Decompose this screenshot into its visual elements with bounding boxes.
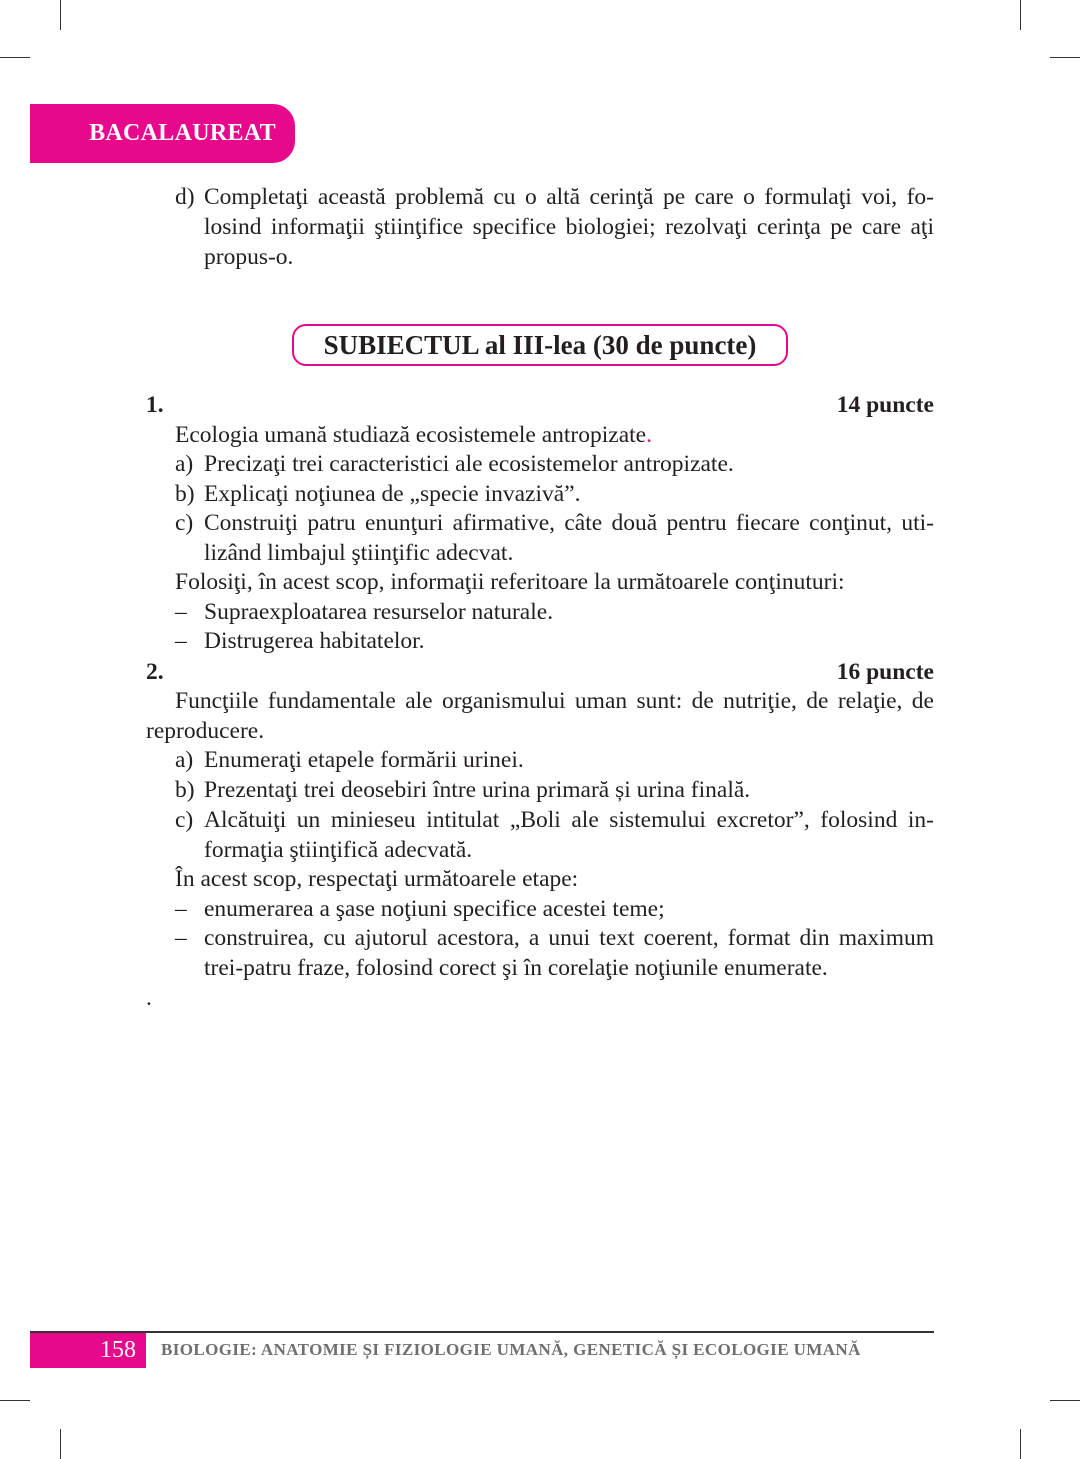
question-number: 2.	[146, 659, 164, 685]
crop-mark	[1050, 1400, 1080, 1401]
question-intro-continued: reproducere.	[146, 718, 265, 744]
item-text-continued: propus-o.	[204, 244, 294, 270]
item-text: Completaţi această problemă cu o altă cerinţă pe care o formulaţi voi, fo-	[204, 184, 934, 210]
crop-mark	[1020, 1429, 1021, 1459]
list-item-c	[175, 508, 934, 538]
question-points: 14 puncte	[836, 392, 934, 418]
crop-mark	[60, 1429, 61, 1459]
instructions: În acest scop, respectaţi următoarele etape:	[175, 866, 579, 892]
footer-divider	[30, 1331, 934, 1333]
dash-bullet: –	[175, 599, 187, 625]
item-text-continued: formaţia ştiinţifică adecvată.	[204, 837, 473, 863]
bullet-item	[175, 894, 934, 924]
item-label: a)	[175, 747, 194, 773]
list-item-b	[175, 775, 934, 805]
item-label: b)	[175, 481, 195, 507]
crop-mark	[60, 0, 61, 30]
item-text: Enumeraţi etapele formării urinei.	[204, 747, 524, 773]
trailing-dot: .	[146, 985, 152, 1011]
footer-book-title: BIOLOGIE: ANATOMIE ȘI FIZIOLOGIE UMANĂ, GENETICĂ ȘI ECOLOGIE UMANĂ	[161, 1340, 861, 1359]
item-text-continued: lizând limbajul ştiinţific adecvat.	[204, 540, 514, 566]
crop-mark	[0, 57, 30, 58]
item-label: d)	[175, 184, 195, 210]
list-item-c	[175, 805, 934, 835]
page-number: 158	[30, 1333, 146, 1368]
bullet-item	[175, 626, 934, 656]
item-label: b)	[175, 777, 195, 803]
dash-bullet: –	[175, 925, 187, 951]
bullet-text: Supraexploatarea resurselor naturale.	[204, 599, 554, 625]
list-item-b	[175, 479, 934, 509]
instructions: Folosiţi, în acest scop, informaţii referitoare la următoarele conţinuturi:	[175, 569, 845, 595]
item-text-continued: losind informaţii ştiinţifice specifice biologiei; rezolvaţi cerinţa pe care aţi	[204, 214, 934, 240]
intro-text: Ecologia umană studiază ecosistemele antropizate	[175, 422, 647, 448]
list-item-a	[175, 449, 934, 479]
question-number: 1.	[146, 392, 164, 418]
item-text: Prezentaţi trei deosebiri între urina primară și urina finală.	[204, 777, 751, 803]
item-label: c)	[175, 807, 194, 833]
bullet-item	[175, 923, 934, 953]
intro-period: .	[646, 422, 652, 448]
bullet-item	[175, 597, 934, 627]
item-text: Explicaţi noţiunea de „specie invazivă”.	[204, 481, 581, 507]
question-intro	[175, 420, 652, 450]
bullet-text-continued: trei-patru fraze, folosind corect şi în corelaţie noţiunile enumerate.	[204, 955, 828, 981]
question-points: 16 puncte	[836, 659, 934, 685]
crop-mark	[1050, 57, 1080, 58]
section-badge: BACALAUREAT	[30, 104, 295, 163]
dash-bullet: –	[175, 628, 187, 654]
item-text: Precizaţi trei caracteristici ale ecosistemelor antropizate.	[204, 451, 734, 477]
item-label: a)	[175, 451, 194, 477]
bullet-text: enumerarea a şase noţiuni specifice acestei teme;	[204, 896, 665, 922]
crop-mark	[1020, 0, 1021, 30]
dash-bullet: –	[175, 896, 187, 922]
question-intro: Funcţiile fundamentale ale organismului uman sunt: de nutriţie, de relaţie, de	[175, 688, 934, 714]
list-item-a	[175, 745, 934, 775]
item-text: Construiţi patru enunţuri afirmative, câte două pentru fiecare conţinut, uti-	[204, 510, 934, 536]
bullet-text: Distrugerea habitatelor.	[204, 628, 425, 654]
crop-mark	[0, 1400, 30, 1401]
list-item-d	[175, 182, 934, 212]
item-text: Alcătuiţi un minieseu intitulat „Boli ale sistemului excretor”, folosind in-	[204, 807, 934, 833]
item-label: c)	[175, 510, 194, 536]
subject-title: SUBIECTUL al III-lea (30 de puncte)	[292, 324, 788, 366]
bullet-text: construirea, cu ajutorul acestora, a unui text coerent, format din maximum	[204, 925, 934, 951]
